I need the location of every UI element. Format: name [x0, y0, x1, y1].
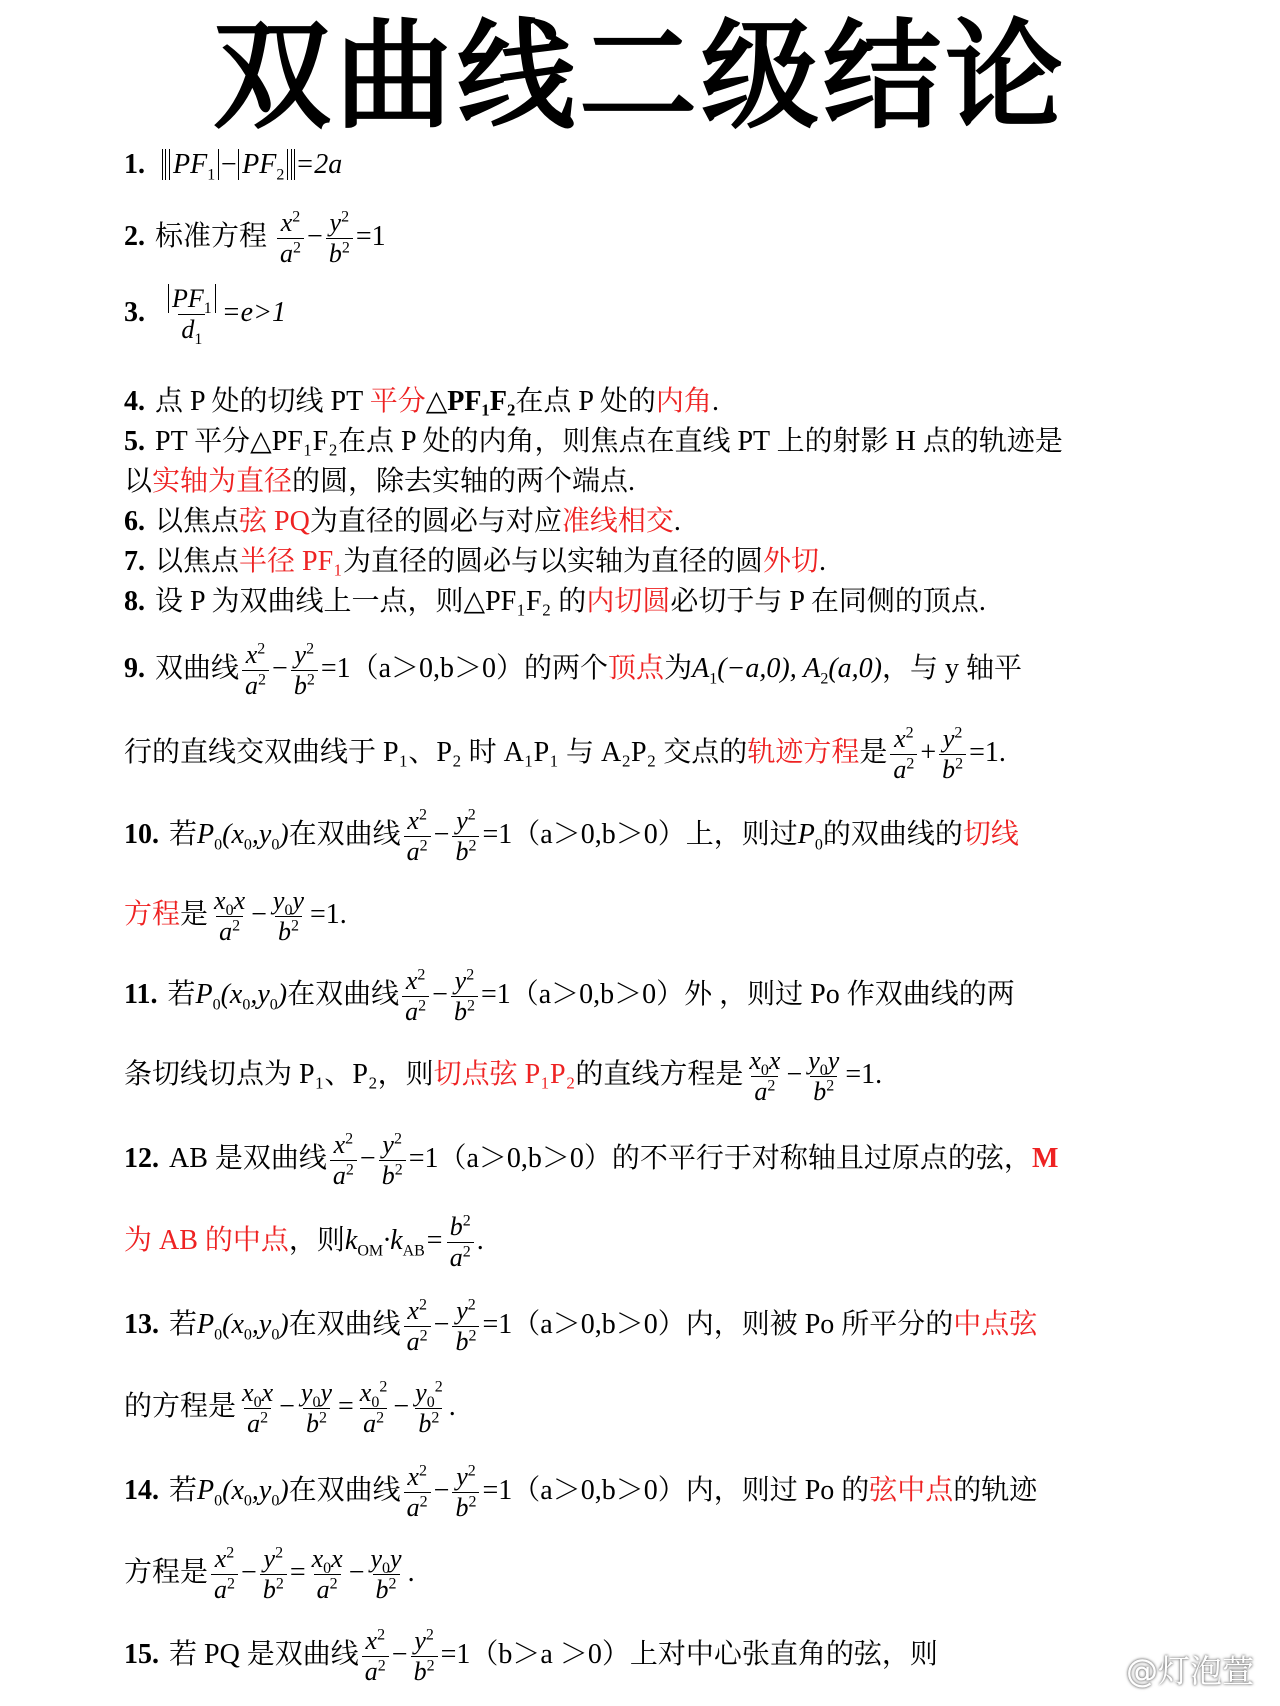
highlight-text: 半径 PF₁ — [239, 546, 343, 577]
item-text: 的方程是 — [124, 1390, 237, 1422]
item-number: 15. — [124, 1638, 159, 1670]
item-text: 行的直线交双曲线于 P₁、P₂ 时 A₁P₁ 与 A₂P₂ 交点的 — [124, 736, 748, 768]
item-text: 为 — [664, 652, 693, 684]
highlight-text: 切线 — [962, 818, 1019, 850]
item-12-line-2: 为 AB 的中点，则$k_{OM}\cdot k_{AB}=$ $\frac{b^2}{a^2}$ . — [124, 1212, 484, 1272]
fraction: $\frac{x^2}{a^2}$ — [277, 208, 304, 269]
highlight-text: 顶点 — [608, 652, 665, 684]
item-number: 1. — [124, 149, 145, 180]
item-12: 12. AB 是双曲线 $\frac{x^2}{a^2}$ − $\frac{y^2}{b^2}$ =1（a＞0,b＞0）的不平行于对称轴且过原点的弦，M — [124, 1130, 1059, 1190]
item-10: 10. 若$P_0(x_0,y_0)$在双曲线 $\frac{x^2}{a^2}$ − $\frac{y^2}{b^2}$ =1（a＞0,b＞0）上，则过$P_0$的双曲线的切线 — [124, 806, 1019, 866]
item-text: 条切线切点为 P₁、P₂，则 — [124, 1058, 434, 1090]
item-number: 13. — [124, 1308, 159, 1340]
item-5-line-2 — [124, 462, 1174, 502]
item-7 — [124, 542, 1174, 582]
formula-definition: $PF_1 - PF_2 =2a$ — [162, 149, 342, 180]
item-text: 为直径的圆必与对应 — [309, 506, 562, 537]
highlight-text: 平分 — [369, 386, 426, 417]
item-text: . — [711, 386, 719, 417]
item-text: AB 是双曲线 — [169, 1142, 327, 1174]
item-text: . — [673, 506, 681, 537]
highlight-text: 实轴为直径 — [152, 466, 293, 497]
item-number: 14. — [124, 1474, 159, 1506]
item-14-line-2: 方程是 $\frac{x^2}{a^2}$ − $\frac{y^2}{b^2}$ = $\frac{x_0x}{a^2}$ − $\frac{y_0y}{b^2}$ . — [124, 1544, 415, 1604]
item-text: 以焦点 — [155, 546, 240, 577]
item-text: 以 — [124, 466, 153, 497]
item-9-line-2: 行的直线交双曲线于 P₁、P₂ 时 A₁P₁ 与 A₂P₂ 交点的轨迹方程是 $\frac{x^2}{a^2}$ + $\frac{y^2}{b^2}$ =1. — [124, 724, 1006, 784]
item-text: （a＞0,b＞0）的不平行于对称轴且过原点的弦， — [438, 1142, 1032, 1174]
item-text: △PF₁F₂ — [425, 386, 516, 417]
item-text: 以焦点 — [155, 506, 240, 537]
item-text: 是 — [180, 898, 209, 930]
page-title: 双曲线二级结论 — [212, 7, 1067, 145]
item-text: 的双曲线的 — [822, 818, 963, 850]
item-text: 在点 P 处的 — [515, 386, 656, 417]
highlight-text: 内角 — [655, 386, 712, 417]
item-number: 8. — [124, 586, 145, 617]
item-number: 4. — [124, 386, 145, 417]
highlight-text: 外切 — [762, 546, 819, 577]
highlight-text: 轨迹方程 — [747, 736, 860, 768]
highlight-text: 中点弦 — [953, 1308, 1038, 1340]
item-number: 7. — [124, 546, 145, 577]
highlight-text: 弦 PQ — [239, 506, 310, 537]
item-text: 设 P 为双曲线上一点，则△PF₁F₂ 的 — [155, 586, 587, 617]
item-text: 若 — [167, 978, 196, 1010]
item-text: 标准方程 — [155, 220, 268, 252]
highlight-text: 方程 — [124, 898, 181, 930]
item-3: 3. $\frac{PF_1}{d_1}$ =e>1 — [124, 284, 286, 349]
item-number: 2. — [124, 220, 145, 252]
item-2: 2. 标准方程 $\frac{x^2}{a^2}$ − $\frac{y^2}{b^2}$ =1 — [124, 208, 386, 268]
item-text: PT 平分△PF₁F₂在点 P 处的内角，则焦点在直线 PT 上的射影 H 点的轨迹是 — [155, 426, 1063, 457]
item-text: 是 — [859, 736, 888, 768]
item-text: （a＞0,b＞0）外 ，则过 Po 作双曲线的两 — [510, 978, 1015, 1010]
highlight-text: 弦中点 — [869, 1474, 954, 1506]
fraction: $\frac{y^2}{b^2}$ — [326, 208, 353, 269]
highlight-text: 切点弦 P₁P₂ — [433, 1058, 576, 1090]
item-text: 若 — [169, 1474, 198, 1506]
fraction: $\frac{PF_1}{d_1}$ — [165, 284, 219, 345]
highlight-text: 为 AB 的中点 — [124, 1224, 289, 1256]
item-text: ，则 — [288, 1224, 345, 1256]
item-11-line-2: 条切线切点为 P₁、P₂，则切点弦 P₁P₂的直线方程是 $\frac{x_0x}{a^2}$ − $\frac{y_0y}{b^2}$ =1. — [124, 1046, 883, 1106]
item-11: 11. 若$P_0(x_0,y_0)$在双曲线 $\frac{x^2}{a^2}$ − $\frac{y^2}{b^2}$ =1（a＞0,b＞0）外 ，则过 Po 作双曲线的两 — [124, 966, 1015, 1026]
item-text: 若 — [169, 818, 198, 850]
highlight-text: M — [1031, 1142, 1059, 1174]
item-text: ，与 y 轴平 — [881, 652, 1022, 684]
item-15: 15. 若 PQ 是双曲线 $\frac{x^2}{a^2}$ − $\frac{y^2}{b^2}$ =1（b＞a ＞0）上对中心张直角的弦，则 — [124, 1626, 938, 1686]
highlight-text: 内切圆 — [586, 586, 671, 617]
item-number: 6. — [124, 506, 145, 537]
item-text: （a＞0,b＞0）的两个 — [350, 652, 609, 684]
item-number: 11. — [124, 978, 158, 1010]
item-text: 点 P 处的切线 PT — [155, 386, 363, 417]
item-text: 在双曲线 — [288, 1308, 401, 1340]
item-text: （a＞0,b＞0）内，则被 Po 所平分的 — [512, 1308, 954, 1340]
item-text: （a＞0,b＞0）内，则过 Po 的 — [512, 1474, 870, 1506]
item-text: （b＞a ＞0）上对中心张直角的弦，则 — [470, 1638, 938, 1670]
highlight-text: 准线相交 — [561, 506, 674, 537]
item-number: 5. — [124, 426, 145, 457]
item-text: 在双曲线 — [288, 1474, 401, 1506]
item-text: 双曲线 — [155, 652, 240, 684]
item-13: 13. 若$P_0(x_0,y_0)$在双曲线 $\frac{x^2}{a^2}$ − $\frac{y^2}{b^2}$ =1（a＞0,b＞0）内，则被 Po 所平分的中点弦 — [124, 1296, 1038, 1356]
item-text: 的圆，除去实轴的两个端点. — [292, 466, 636, 497]
item-5 — [124, 422, 1174, 462]
item-text: 在双曲线 — [288, 818, 401, 850]
item-number: 3. — [124, 296, 145, 328]
item-6 — [124, 502, 1174, 542]
item-text: . — [818, 546, 826, 577]
item-text: （a＞0,b＞0）上，则过 — [512, 818, 798, 850]
item-8 — [124, 582, 1174, 622]
item-13-line-2: 的方程是 $\frac{x_0x}{a^2}$ − $\frac{y_0y}{b^2}$ = $\frac{x_0^2}{a^2}$ − $\frac{y_0^2}{b^2}$ . — [124, 1378, 456, 1438]
item-text: 在双曲线 — [287, 978, 400, 1010]
item-10-line-2: 方程是 $\frac{x_0x}{a^2}$ − $\frac{y_0y}{b^2}$ =1. — [124, 886, 347, 946]
item-9: 9. 双曲线 $\frac{x^2}{a^2}$ − $\frac{y^2}{b^2}$ =1（a＞0,b＞0）的两个顶点为$A_1(-a,0)$, $A_2(a,0)$，与 y 轴平 — [124, 640, 1022, 700]
item-4 — [124, 382, 1174, 422]
item-number: 10. — [124, 818, 159, 850]
item-text: 若 PQ 是双曲线 — [169, 1638, 359, 1670]
item-number: 9. — [124, 652, 145, 684]
item-1 — [124, 145, 1174, 185]
item-text: 必切于与 P 在同侧的顶点. — [670, 586, 986, 617]
item-text: 若 — [169, 1308, 198, 1340]
item-text: 的直线方程是 — [575, 1058, 744, 1090]
watermark: @灯泡萱 — [1125, 1652, 1254, 1690]
item-text: 的轨迹 — [953, 1474, 1038, 1506]
item-14: 14. 若$P_0(x_0,y_0)$在双曲线 $\frac{x^2}{a^2}$ − $\frac{y^2}{b^2}$ =1（a＞0,b＞0）内，则过 Po 的弦中点的轨迹 — [124, 1462, 1038, 1522]
item-number: 12. — [124, 1142, 159, 1174]
item-text: 为直径的圆必与以实轴为直径的圆 — [342, 546, 763, 577]
item-text: 方程是 — [124, 1556, 209, 1588]
